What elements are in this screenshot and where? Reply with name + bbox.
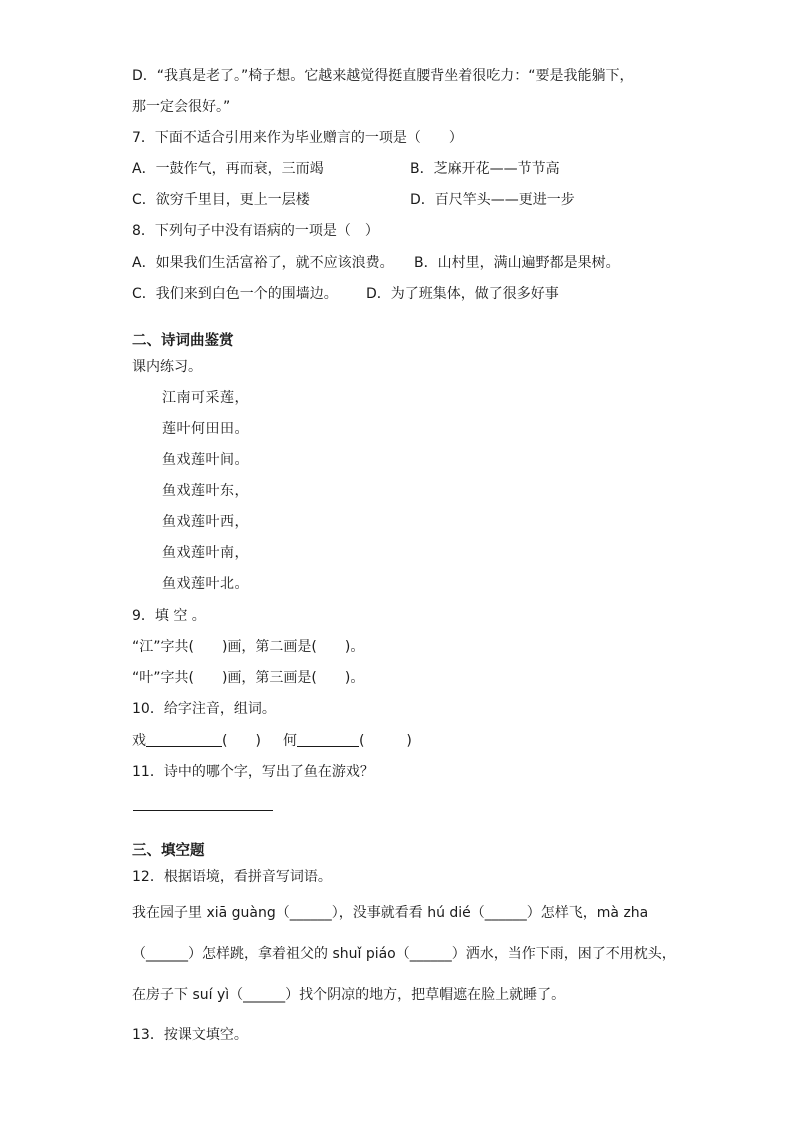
q7-stem: 7．下面不适合引用来作为毕业赠言的一项是（ ） [132,130,463,146]
q10-paren1: ( ) [222,733,261,749]
q8-option-b: B．山村里，满山遍野都是果树。 [414,255,620,271]
q10-char1: 戏 [132,733,146,749]
q9-stem: 9．填 空 。 [132,608,206,624]
q12-line3: 在房子下 suí yì（______）找个阴凉的地方，把草帽遮在脸上就睡了。 [132,987,566,1003]
q11-answer-line[interactable] [133,810,273,811]
q10-blank2[interactable] [297,732,359,747]
q10-char2: 何 [282,733,297,749]
q9-line2: “叶”字共( )画，第三画是( )。 [132,670,365,686]
q8-option-c: C．我们来到白色一个的围墙边。 [132,286,338,302]
poem-line: 鱼戏莲叶西， [162,514,249,530]
q7-option-c: C．欲穷千里目，更上一层楼 [132,192,310,208]
q7-option-b: B．芝麻开花——节节高 [410,161,560,177]
q8-option-a: A．如果我们生活富裕了，就不应该浪费。 [132,255,394,271]
poem-line: 江南可采莲， [162,390,249,406]
q7-option-d: D．百尺竿头——更进一步 [410,192,575,208]
q8-option-d: D．为了班集体，做了很多好事 [366,286,559,302]
q12-line2: （______）怎样跳，拿着祖父的 shuǐ piáo（______）洒水，当作下雨，困了不用枕头， [132,946,676,962]
q13-stem: 13．按课文填空。 [132,1027,248,1043]
section2-title: 二、诗词曲鉴赏 [132,333,234,349]
section3-title: 三、填空题 [132,843,205,859]
q10-paren2: ( ) [358,733,412,749]
q11-stem: 11．诗中的哪个字，写出了鱼在游戏？ [132,764,374,780]
q7-option-a: A．一鼓作气，再而衰，三而竭 [132,161,324,177]
q12-stem: 12．根据语境，看拼音写词语。 [132,869,332,885]
poem-line: 鱼戏莲叶北。 [162,576,249,592]
q12-line1: 我在园子里 xiā guàng（______），没事就看看 hú dié（______）怎样飞，mà zha [132,905,649,921]
poem-line: 鱼戏莲叶间。 [162,452,249,468]
q9-line1: “江”字共( )画，第二画是( )。 [132,639,365,655]
q6-option-d-line2: 那一定会很好。” [132,99,231,115]
poem-line: 鱼戏莲叶东， [162,483,249,499]
q6-option-d-line1: D．“我真是老了。”椅子想。它越来越觉得挺直腰背坐着很吃力：“要是我能躺下， [132,68,634,84]
q8-stem: 8．下列句子中没有语病的一项是（ ） [132,223,379,239]
section2-intro: 课内练习。 [132,359,202,375]
q10-blank1[interactable] [146,732,222,747]
poem-line: 莲叶何田田。 [162,421,249,437]
q10-answer-row [132,731,412,751]
poem-line: 鱼戏莲叶南， [162,545,249,561]
q10-stem: 10．给字注音，组词。 [132,701,276,717]
